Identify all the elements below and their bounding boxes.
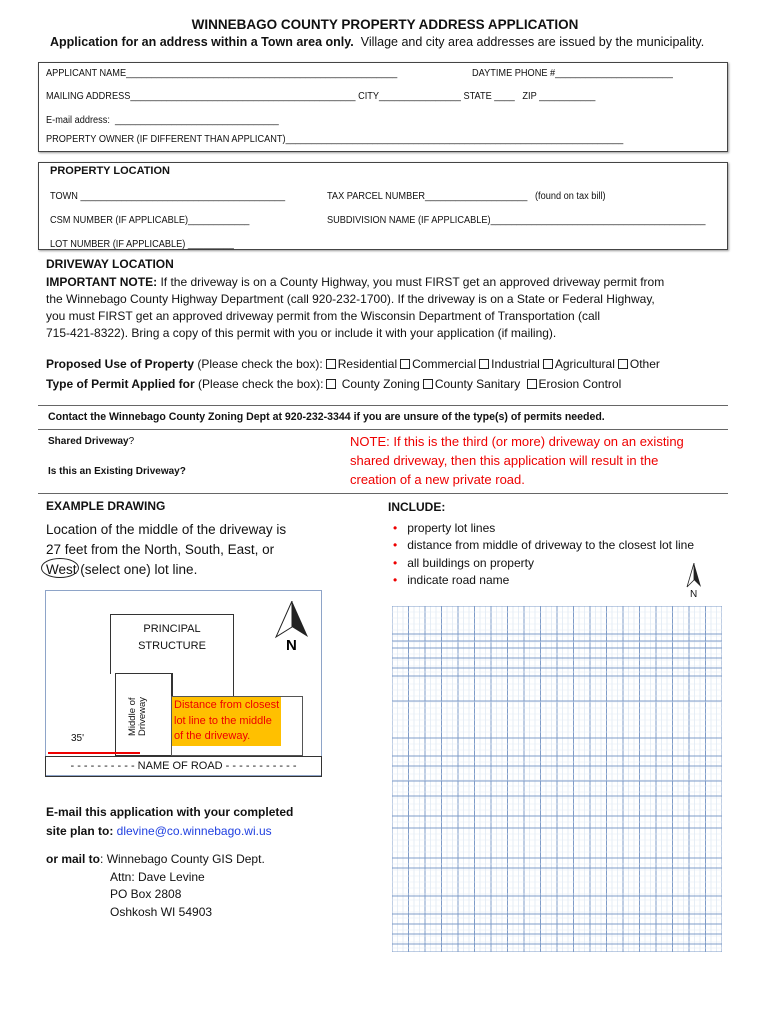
subtitle xyxy=(50,35,704,49)
callout-text: Distance from closest lot line to the middle of the driveway. xyxy=(172,697,281,746)
property-location-heading: PROPERTY LOCATION xyxy=(50,165,170,177)
important-note: IMPORTANT NOTE: If the driveway is on a County Highway, you must FIRST get an approved driveway permit from the Winnebago County Highway Department (call 920-232-1700). If the driveway is on a State or Federal Highway, you must FIRST get an approved driveway permit from the Wisconsin Department of Transportation (call 715-421-8322). Bring a copy of this permit with you or include it with your application (if mailing). xyxy=(46,275,665,340)
mail-instructions: or mail to: Winnebago County GIS Dept. Attn: Dave Levine PO Box 2808 Oshkosh WI 54903 xyxy=(46,852,265,919)
email-instructions: E-mail this application with your completed site plan to: dlevine@co.winnebago.wi.us xyxy=(46,805,294,838)
applicant-name-field[interactable]: APPLICANT NAME_____________________________________________________ xyxy=(46,68,398,79)
proposed-use-row: Proposed Use of Property (Please check the box): Residential Commercial Industrial Agricultural Other xyxy=(46,357,660,371)
svg-text:N: N xyxy=(286,637,297,651)
divider xyxy=(38,493,728,494)
subdivision-field[interactable]: SUBDIVISION NAME (IF APPLICABLE)__________________________________________ xyxy=(327,215,706,226)
lot-field[interactable]: LOT NUMBER (IF APPLICABLE) _________ xyxy=(50,239,234,250)
include-heading: INCLUDE: xyxy=(388,500,446,514)
csm-field[interactable]: CSM NUMBER (IF APPLICABLE)____________ xyxy=(50,215,250,226)
road: - - - - - - - - - - NAME OF ROAD - - - - - - - - - - - xyxy=(45,756,322,777)
north-arrow-icon xyxy=(274,601,310,651)
email-field[interactable]: E-mail address: ________________________________ xyxy=(46,115,279,126)
west-circle xyxy=(41,558,79,578)
distance-label: 35' xyxy=(71,733,85,744)
email-link[interactable]: dlevine@co.winnebago.wi.us xyxy=(116,824,272,838)
checkbox-other[interactable] xyxy=(618,359,628,369)
owner-field[interactable]: PROPERTY OWNER (IF DIFFERENT THAN APPLICANT)__________________________________________________________________ xyxy=(46,134,624,145)
middle-of-driveway-label: Middle of Driveway xyxy=(127,696,148,736)
parcel-field[interactable]: TAX PARCEL NUMBER____________________ (found on tax bill) xyxy=(327,191,606,202)
checkbox-agricultural[interactable] xyxy=(543,359,553,369)
divider xyxy=(38,405,728,406)
page-title: WINNEBAGO COUNTY PROPERTY ADDRESS APPLICATION xyxy=(191,17,579,32)
example-heading: EXAMPLE DRAWING xyxy=(46,499,166,513)
north-arrow-icon xyxy=(686,563,702,589)
checkbox-commercial[interactable] xyxy=(400,359,410,369)
driveway-heading: DRIVEWAY LOCATION xyxy=(46,257,174,271)
checkbox-erosion-control[interactable] xyxy=(527,379,537,389)
mailing-address-field[interactable]: MAILING ADDRESS____________________________________________ CITY________________ STATE ____ ZIP ___________ xyxy=(46,91,596,102)
divider xyxy=(38,429,728,430)
example-description: Location of the middle of the driveway is 27 feet from the North, South, East, or West (select one) lot line. xyxy=(46,522,287,577)
contact-line: Contact the Winnebago County Zoning Dept at 920-232-3344 if you are unsure of the type(s) of permits needed. xyxy=(48,411,605,423)
include-list: • property lot lines • distance from middle of driveway to the closest lot line • all buildings on property • indicate road name xyxy=(393,521,695,587)
checkbox-county-zoning[interactable] xyxy=(326,379,336,389)
distance-arrow xyxy=(48,752,140,754)
structure-label: PRINCIPAL STRUCTURE xyxy=(138,623,206,652)
example-drawing xyxy=(45,590,322,776)
subtitle-bold: Application for an address within a Town area only. xyxy=(50,35,354,49)
subtitle-rest: Village and city area addresses are issued by the municipality. xyxy=(360,35,705,49)
grid-paper[interactable] xyxy=(392,606,722,952)
checkbox-county-sanitary[interactable] xyxy=(423,379,433,389)
north-label: N xyxy=(690,589,698,600)
shared-driveway-question: Shared Driveway? xyxy=(48,436,135,447)
existing-driveway-question: Is this an Existing Driveway? xyxy=(48,466,186,477)
checkbox-industrial[interactable] xyxy=(479,359,489,369)
town-field[interactable]: TOWN ________________________________________ xyxy=(50,191,286,202)
red-note: NOTE: If this is the third (or more) driveway on an existing shared driveway, then this application will result in the creation of a new private road. xyxy=(350,434,684,487)
permit-type-row: Type of Permit Applied for (Please check the box): County Zoning County Sanitary Erosion Control xyxy=(46,377,622,391)
checkbox-residential[interactable] xyxy=(326,359,336,369)
phone-field[interactable]: DAYTIME PHONE #_______________________ xyxy=(472,68,673,79)
